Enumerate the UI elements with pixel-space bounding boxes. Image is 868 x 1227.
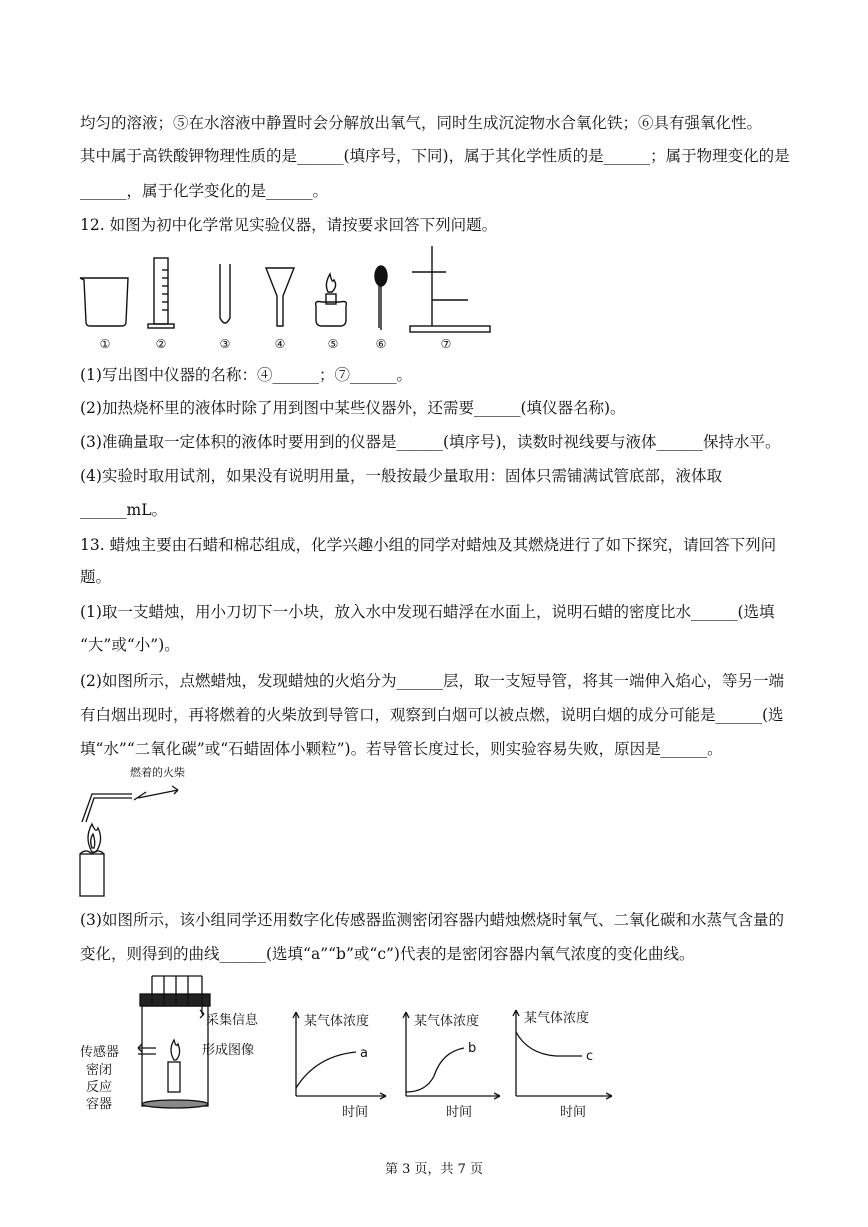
apparatus-label: ⑦: [440, 337, 452, 351]
text-line: 题。: [80, 568, 112, 586]
sensor-figure: [76, 974, 276, 1124]
curve-label: b: [468, 1041, 477, 1056]
graph-xlabel: 时间: [342, 1105, 369, 1120]
apparatus-label: ②: [155, 337, 167, 351]
container-label: 容器: [86, 1097, 113, 1112]
text-line: 变化，则得到的曲线______(选填“a”“b”或“c”)代表的是密闭容器内氧气浓度的变化曲线。: [80, 945, 695, 963]
text-line: ______，属于化学变化的是______。: [80, 182, 329, 200]
text-line: 有白烟出现时，再将燃着的火柴放到导管口，观察到白烟可以被点燃，说明白烟的成分可能是______(选: [80, 706, 784, 724]
apparatus-label: ④: [274, 337, 286, 351]
graph-xlabel: 时间: [446, 1105, 473, 1120]
match-label: 燃着的火柴: [130, 766, 185, 779]
text-line: (3)准确量取一定体积的液体时要用到的仪器是______(填序号)，读数时视线要与液体______保持水平。: [80, 433, 781, 451]
text-line: ______mL。: [80, 501, 167, 519]
sealed-label: 密闭: [86, 1063, 113, 1078]
graph-a: [286, 1004, 392, 1120]
question-13: 13. 蜡烛主要由石蜡和棉芯组成，化学兴趣小组的同学对蜡烛及其燃烧进行了如下探究，请回答下列问: [80, 536, 777, 554]
funnel-icon: [266, 268, 294, 326]
graph-ylabel: 某气体浓度: [414, 1014, 480, 1029]
graph-b: [396, 1004, 506, 1120]
page-footer: 第 3 页，共 7 页: [384, 1162, 484, 1177]
alcohol-lamp-icon: [316, 274, 347, 326]
text-line: 其中属于高铁酸钾物理性质的是______(填序号，下同)，属于其化学性质的是______；属于物理变化的是: [80, 147, 790, 165]
test-tube-icon: [220, 264, 230, 323]
iron-stand-icon: [410, 246, 490, 332]
apparatus-label: ③: [219, 337, 231, 351]
curve-label: a: [360, 1046, 368, 1061]
apparatus-figure: [70, 240, 500, 360]
text-line: (2)加热烧杯里的液体时除了用到图中某些仪器外，还需要______(填仪器名称)。: [80, 399, 626, 417]
text-line: (3)如图所示，该小组同学还用数字化传感器监测密闭容器内蜡烛燃烧时氧气、二氧化碳和水蒸气含量的: [80, 911, 784, 929]
text-line: (4)实验时取用试剂，如果没有说明用量，一般按最少量取用：固体只需铺满试管底部，液体取: [80, 467, 722, 485]
beaker-icon: [80, 278, 128, 326]
text-line: (1)取一支蜡烛，用小刀切下一小块，放入水中发现石蜡浮在水面上，说明石蜡的密度比水______(选填: [80, 603, 775, 621]
question-12: 12. 如图为初中化学常见实验仪器，请按要求回答下列问题。: [80, 216, 498, 234]
apparatus-label: ⑤: [327, 337, 339, 351]
dropper-icon: [375, 266, 387, 330]
graduated-cylinder-icon: [148, 258, 174, 328]
form-label: 形成图像: [202, 1043, 255, 1058]
graph-xlabel: 时间: [560, 1105, 587, 1120]
collect-label: 采集信息: [206, 1013, 259, 1028]
graph-ylabel: 某气体浓度: [304, 1014, 370, 1029]
text-line: “大”或“小”)。: [80, 636, 180, 654]
text-line: (2)如图所示，点燃蜡烛，发现蜡烛的火焰分为______层，取一支短导管，将其一端伸入焰心，等另一端: [80, 672, 784, 690]
graph-ylabel: 某气体浓度: [524, 1011, 590, 1026]
text-line: (1)写出图中仪器的名称：④______；⑦______。: [80, 366, 412, 384]
curve-label: c: [586, 1049, 594, 1064]
graph-c: [506, 1004, 620, 1120]
text-line: 均匀的溶液；⑤在水溶液中静置时会分解放出氧气，同时生成沉淀物水合氧化铁；⑥具有强氧化性。: [80, 114, 763, 132]
sensor-label: 传感器: [80, 1045, 120, 1060]
reaction-label: 反应: [86, 1080, 113, 1095]
text-line: 填“水”“二氧化碳”或“石蜡固体小颗粒”)。若导管长度过长，则实验容易失败，原因是______。: [80, 740, 723, 758]
apparatus-label: ⑥: [375, 337, 387, 351]
candle-figure: [74, 762, 224, 898]
apparatus-label: ①: [99, 337, 111, 351]
